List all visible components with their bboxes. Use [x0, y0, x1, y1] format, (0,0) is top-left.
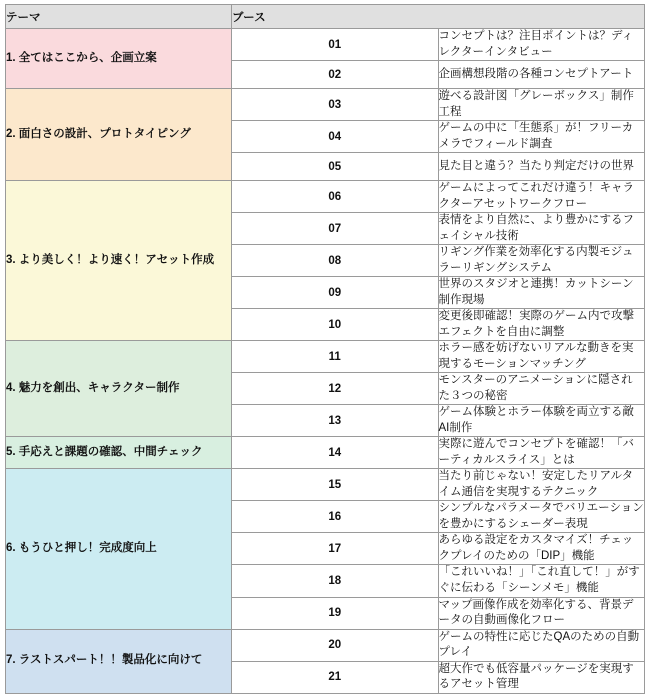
booth-number-cell: 17: [232, 533, 439, 565]
column-header-booth: ブース: [232, 5, 645, 29]
booth-number-cell: 07: [232, 213, 439, 245]
booth-title-cell: ゲームの中に「生態系」が！フリーカメラでフィールド調査: [438, 121, 645, 153]
booth-number-cell: 21: [232, 661, 439, 693]
booth-number-cell: 09: [232, 277, 439, 309]
table-row: [6, 341, 645, 373]
booth-title-cell: あらゆる設定をカスタマイズ！チェックプレイのための「DIP」機能: [438, 533, 645, 565]
booth-title-cell: 実際に遊んでコンセプトを確認！「バーティカルスライス」とは: [438, 437, 645, 469]
booth-title-cell: 企画構想段階の各種コンセプトアート: [438, 61, 645, 89]
booth-number-cell: 10: [232, 309, 439, 341]
booth-title-cell: モンスターのアニメーションに隠された３つの秘密: [438, 373, 645, 405]
booth-title-cell: 遊べる設計図「グレーボックス」制作工程: [438, 89, 645, 121]
booth-title-cell: 世界のスタジオと連携！カットシーン制作現場: [438, 277, 645, 309]
booth-number-cell: 02: [232, 61, 439, 89]
booth-schedule-table: [5, 4, 645, 694]
booth-title-cell: 変更後即確認！実際のゲーム内で攻撃エフェクトを自由に調整: [438, 309, 645, 341]
booth-number-cell: 04: [232, 121, 439, 153]
table-header: [6, 5, 645, 29]
theme-cell: 4. 魅力を創出、キャラクター制作: [6, 341, 232, 437]
header-row: [6, 5, 645, 29]
booth-number-cell: 08: [232, 245, 439, 277]
theme-cell: 6. もうひと押し！完成度向上: [6, 469, 232, 629]
booth-number-cell: 19: [232, 597, 439, 629]
theme-cell: 3. より美しく！より速く！アセット作成: [6, 181, 232, 341]
table-row: [6, 89, 645, 121]
booth-title-cell: 超大作でも低容量パッケージを実現するアセット管理: [438, 661, 645, 693]
table-row: [6, 181, 645, 213]
booth-number-cell: 05: [232, 153, 439, 181]
booth-title-cell: 「これいいね！」「これ直して！」がすぐに伝わる「シーンメモ」機能: [438, 565, 645, 597]
booth-number-cell: 18: [232, 565, 439, 597]
booth-title-cell: リギング作業を効率化する内製モジュラーリギングシステム: [438, 245, 645, 277]
booth-title-cell: ゲームの特性に応じたQAのための自動プレイ: [438, 629, 645, 661]
booth-number-cell: 13: [232, 405, 439, 437]
booth-title-cell: ゲーム体験とホラー体験を両立する敵AI制作: [438, 405, 645, 437]
theme-cell: 5. 手応えと課題の確認、中間チェック: [6, 437, 232, 469]
booth-title-cell: 見た目と違う？当たり判定だけの世界: [438, 153, 645, 181]
table-row: [6, 29, 645, 61]
column-header-theme: テーマ: [6, 5, 232, 29]
booth-number-cell: 11: [232, 341, 439, 373]
booth-number-cell: 03: [232, 89, 439, 121]
booth-title-cell: 当たり前じゃない！安定したリアルタイム通信を実現するテクニック: [438, 469, 645, 501]
booth-title-cell: 表情をより自然に、より豊かにするフェイシャル技術: [438, 213, 645, 245]
booth-number-cell: 12: [232, 373, 439, 405]
theme-cell: 1. 全てはここから、企画立案: [6, 29, 232, 89]
theme-cell: 7. ラストスパート！！製品化に向けて: [6, 629, 232, 693]
booth-number-cell: 01: [232, 29, 439, 61]
booth-title-cell: ゲームによってこれだけ違う！キャラクターアセットワークフロー: [438, 181, 645, 213]
booth-number-cell: 15: [232, 469, 439, 501]
booth-title-cell: シンプルなパラメータでバリエーションを豊かにするシェーダー表現: [438, 501, 645, 533]
booth-number-cell: 06: [232, 181, 439, 213]
booth-title-cell: マップ画像作成を効率化する、背景データの自動画像化フロー: [438, 597, 645, 629]
booth-number-cell: 14: [232, 437, 439, 469]
theme-cell: 2. 面白さの設計、プロトタイピング: [6, 89, 232, 181]
booth-number-cell: 16: [232, 501, 439, 533]
booth-number-cell: 20: [232, 629, 439, 661]
table-row: [6, 469, 645, 501]
table-row: [6, 437, 645, 469]
booth-title-cell: コンセプトは？注目ポイントは？ディレクターインタビュー: [438, 29, 645, 61]
table-row: [6, 629, 645, 661]
table-body: [6, 29, 645, 694]
booth-title-cell: ホラー感を妨げないリアルな動きを実現するモーションマッチング: [438, 341, 645, 373]
